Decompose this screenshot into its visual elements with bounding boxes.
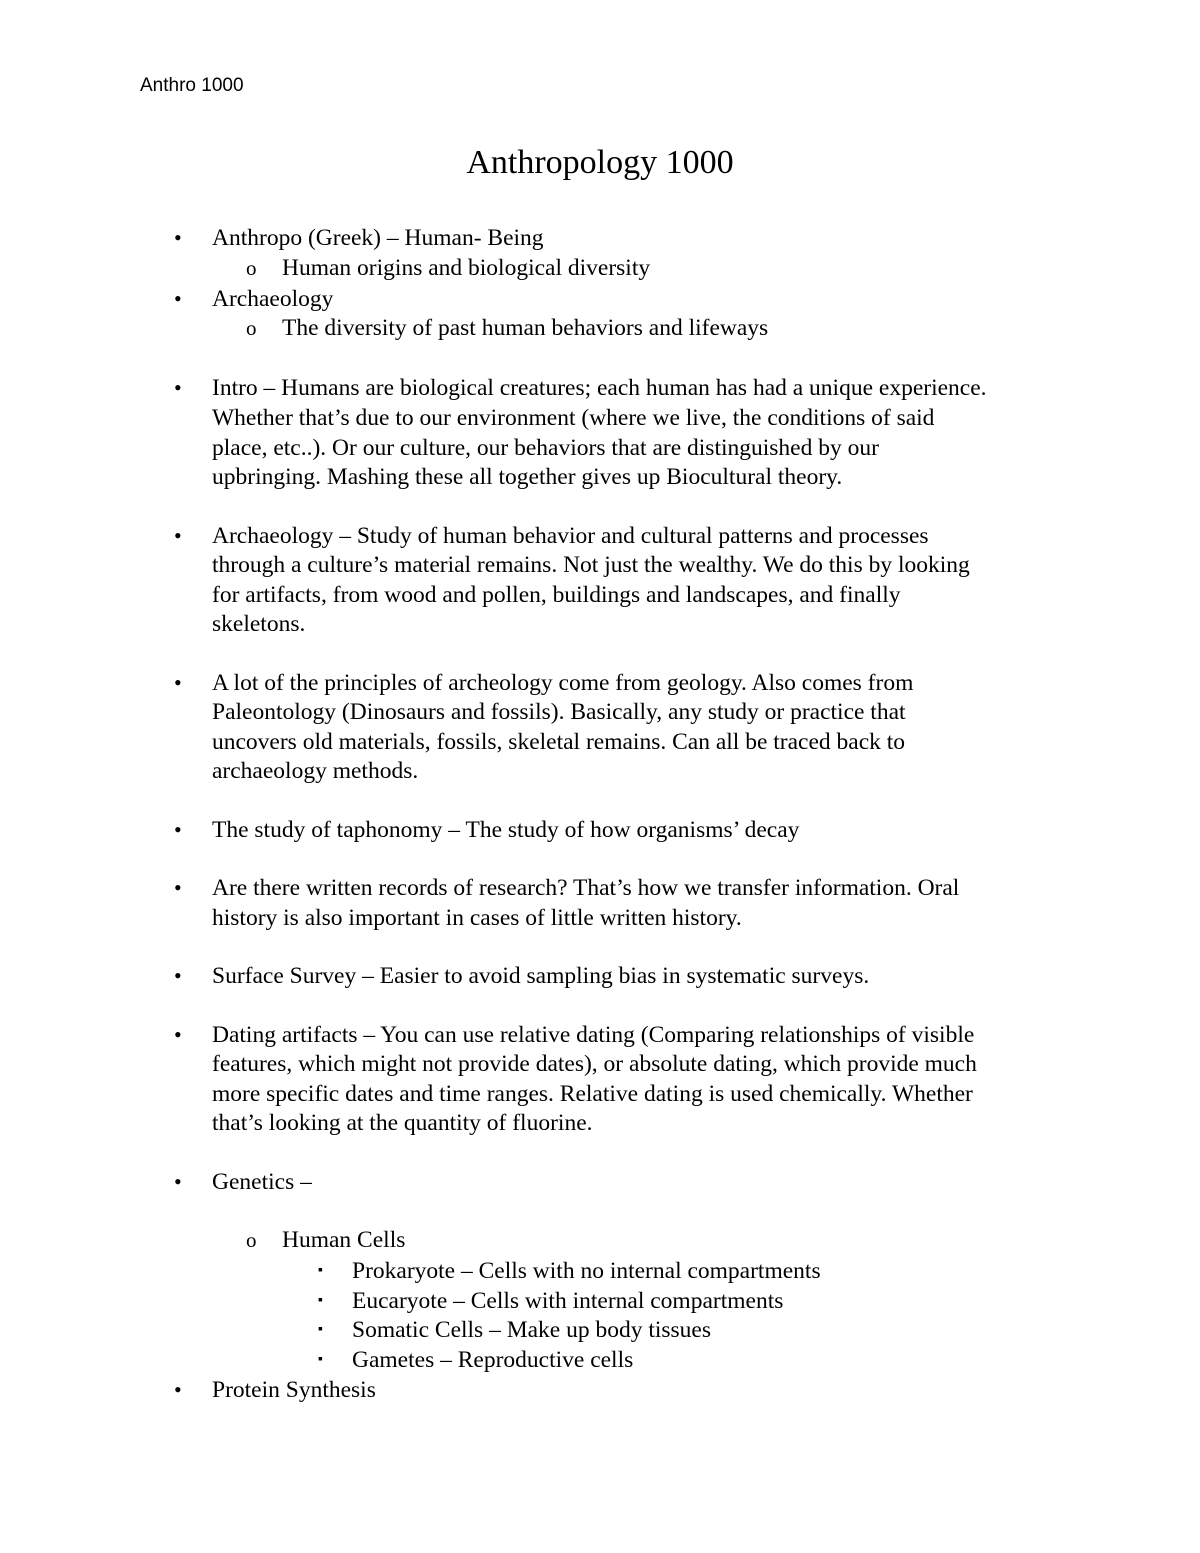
- list-item-line: Surface Survey – Easier to avoid sampling bias in systematic surveys.: [212, 963, 870, 989]
- bullet-marker: •: [174, 1377, 182, 1402]
- list-item-line: Archaeology – Study of human behavior and cultural patterns and processes: [212, 523, 929, 549]
- list-item-line: Dating artifacts – You can use relative dating (Comparing relationships of visible: [212, 1022, 975, 1048]
- page-header: Anthro 1000: [140, 75, 244, 96]
- sub-list-item-line: Human Cells: [282, 1227, 406, 1253]
- sub-sub-bullet-marker: ▪: [318, 1263, 323, 1278]
- list-item-line: Are there written records of research? That’s how we transfer information. Oral: [212, 875, 960, 901]
- sub-sub-list-item-line: Gametes – Reproductive cells: [352, 1347, 634, 1373]
- sub-bullet-marker: o: [246, 316, 257, 340]
- list-item-line: Genetics –: [212, 1169, 312, 1195]
- sub-sub-bullet-marker: ▪: [318, 1293, 323, 1308]
- list-item-line: Anthropo (Greek) – Human- Being: [212, 225, 544, 251]
- sub-sub-bullet-marker: ▪: [318, 1322, 323, 1337]
- list-item-line: for artifacts, from wood and pollen, buildings and landscapes, and finally: [212, 582, 901, 608]
- list-item-line: more specific dates and time ranges. Relative dating is used chemically. Whether: [212, 1081, 973, 1107]
- list-item-line: Whether that’s due to our environment (where we live, the conditions of said: [212, 405, 935, 431]
- list-item-line: through a culture’s material remains. Not just the wealthy. We do this by looking: [212, 552, 970, 578]
- list-item-line: that’s looking at the quantity of fluorine.: [212, 1110, 593, 1136]
- list-item-line: The study of taphonomy – The study of how organisms’ decay: [212, 817, 800, 843]
- list-item-line: skeletons.: [212, 611, 306, 637]
- sub-list-item-line: The diversity of past human behaviors and lifeways: [282, 315, 769, 341]
- list-item-line: A lot of the principles of archeology come from geology. Also comes from: [212, 670, 914, 696]
- list-item-line: Protein Synthesis: [212, 1377, 376, 1403]
- sub-sub-bullet-marker: ▪: [318, 1352, 323, 1367]
- bullet-marker: •: [174, 670, 182, 695]
- bullet-marker: •: [174, 875, 182, 900]
- list-item-line: archaeology methods.: [212, 758, 419, 784]
- list-item-line: Paleontology (Dinosaurs and fossils). Basically, any study or practice that: [212, 699, 906, 725]
- sub-bullet-marker: o: [246, 256, 257, 280]
- sub-sub-list-item-line: Prokaryote – Cells with no internal compartments: [352, 1258, 821, 1284]
- bullet-marker: •: [174, 286, 182, 311]
- sub-list-item-line: Human origins and biological diversity: [282, 255, 651, 281]
- bullet-marker: •: [174, 1022, 182, 1047]
- sub-sub-list-item-line: Somatic Cells – Make up body tissues: [352, 1317, 712, 1343]
- bullet-marker: •: [174, 1169, 182, 1194]
- bullet-marker: •: [174, 817, 182, 842]
- list-item-line: place, etc..). Or our culture, our behaviors that are distinguished by our: [212, 435, 879, 461]
- bullet-marker: •: [174, 225, 182, 250]
- sub-bullet-marker: o: [246, 1228, 257, 1252]
- bullet-marker: •: [174, 523, 182, 548]
- list-item-line: Intro – Humans are biological creatures; each human has had a unique experience.: [212, 375, 987, 401]
- document-title: Anthropology 1000: [466, 144, 734, 181]
- sub-sub-list-item-line: Eucaryote – Cells with internal compartments: [352, 1288, 784, 1314]
- list-item-line: upbringing. Mashing these all together gives up Biocultural theory.: [212, 464, 843, 490]
- bullet-marker: •: [174, 375, 182, 400]
- list-item-line: features, which might not provide dates), or absolute dating, which provide much: [212, 1051, 977, 1077]
- list-item-line: uncovers old materials, fossils, skeletal remains. Can all be traced back to: [212, 729, 906, 755]
- list-item-line: history is also important in cases of little written history.: [212, 905, 742, 931]
- bullet-marker: •: [174, 963, 182, 988]
- list-item-line: Archaeology: [212, 286, 334, 312]
